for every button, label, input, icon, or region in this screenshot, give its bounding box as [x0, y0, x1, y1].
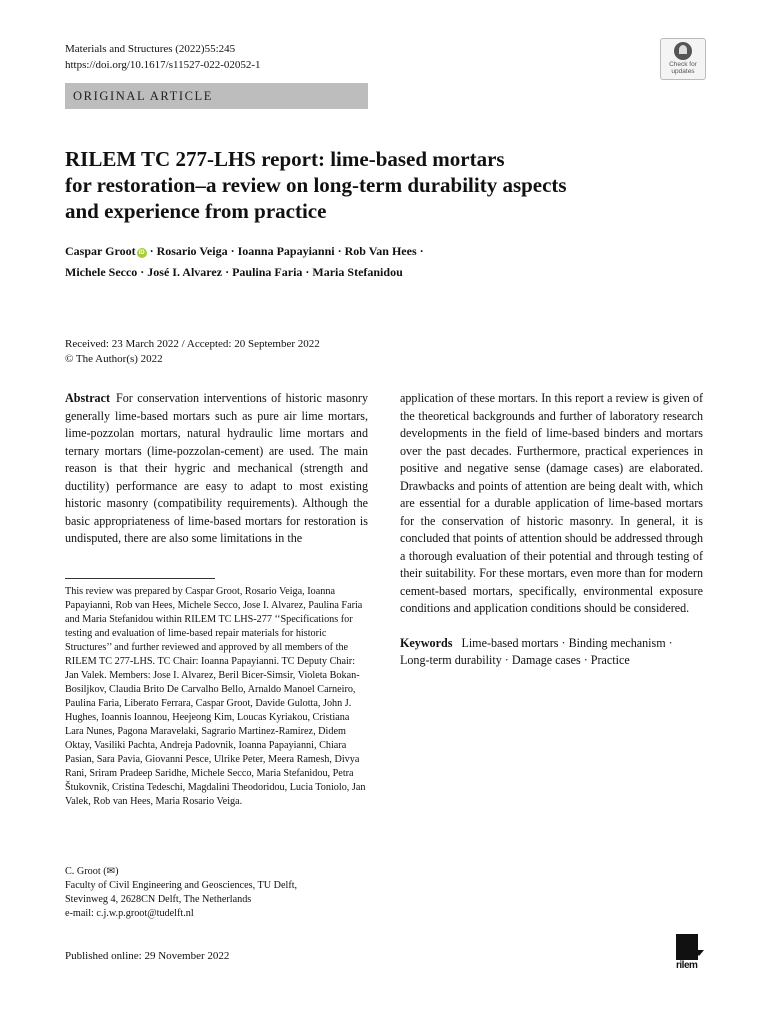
article-dates — [65, 337, 320, 367]
abstract-label: Abstract — [65, 391, 111, 405]
contact-affiliation: Faculty of Civil Engineering and Geosciences, TU Delft, — [65, 880, 298, 891]
keywords-text: Lime-based mortars · Binding mechanism · Long-term durability · Damage cases · Practice — [400, 635, 673, 667]
rilem-logo — [676, 934, 704, 972]
title-line-2: for restoration–a review on long-term durability aspects — [65, 173, 567, 197]
received-accepted: Received: 23 March 2022 / Accepted: 20 September 2022 — [65, 338, 320, 350]
title-line-3: and experience from practice — [65, 199, 327, 223]
title-line-1: RILEM TC 277-LHS report: lime-based mortars — [65, 147, 505, 171]
first-author[interactable]: Caspar Groot — [65, 244, 136, 258]
footnote-divider — [65, 578, 215, 579]
crossmark-label-1: Check for — [669, 61, 697, 68]
published-date: Published online: 29 November 2022 — [65, 950, 230, 962]
copyright: © The Author(s) 2022 — [65, 353, 163, 365]
crossmark-icon — [674, 42, 692, 60]
author-line-1-rest: · Rosario Veiga · Ioanna Papayianni · Rob Van Hees · — [149, 244, 424, 258]
article-title — [65, 146, 685, 224]
abstract-column-2 — [400, 390, 703, 670]
keywords-label: Keywords — [400, 635, 453, 650]
article-type: ORIGINAL ARTICLE — [73, 89, 213, 103]
journal-citation: Materials and Structures (2022)55:245 — [65, 43, 236, 55]
contact-name: C. Groot (✉) — [65, 866, 119, 877]
abstract-text-1: For conservation interventions of historic masonry generally lime-based mortars such as pure air lime mortars, lime-pozzolan mortars, natural hydraulic lime mortars and ternary mortars (lime-pozzolan-cement) are used. The main reason is that their hygric and mechanical (strength and ductility) performance are easy to adapt to most existing historic masonry (compatibility requirements). Although the basic appropriateness of lime-based mortars for restoration is undisputed, there are also some limitations in the — [65, 391, 368, 545]
author-line-1 — [65, 241, 705, 262]
rilem-wordmark: rilem — [676, 960, 698, 971]
keywords — [400, 635, 703, 670]
article-type-banner — [65, 83, 368, 109]
corresponding-author — [65, 865, 368, 921]
author-line-2: Michele Secco · José I. Alvarez · Paulina Faria · Maria Stefanidou — [65, 265, 403, 279]
footnote: This review was prepared by Caspar Groot, Rosario Veiga, Ioanna Papayianni, Rob van Hees, Michele Secco, Jose I. Alvarez, Paulina Faria and Maria Stefanidou within RILEM TC LHS-277 ‘‘Specifications for testing and evaluation of lime-based repair materials for historic Structures’’ and further reviewed and approved by all members of the RILEM TC 277-LHS. TC Chair: Ioanna Papayianni. TC Deputy Chair: Jan Valek. Members: Jose I. Alvarez, Beril Bicer-Simsir, Violeta Bokan-Bosiljkov, Claudia Brito De Carvalho Bello, Arnaldo Manoel Carneiro, Paulina Faria, Liberato Ferrara, Caspar Groot, Davide Gulotta, John J. Hughes, Ioannis Ioannou, Heejeong Kim, Loucas Kyriakou, Cristiana Lara Nunes, Pagona Maravelaki, Sagrario Martinez-Ramirez, Didem Oktay, Vasiliki Pachta, Andreja Padovnik, Ioanna Papayianni, Chiara Pasian, Sara Pavia, Giovanni Pesce, Ulrike Peter, Meera Ramesh, Divya Rani, Sriram Pradeep Saridhe, Michele Secco, Maria Stefanidou, Petra Štukovnik, Cristina Tedeschi, Magdalini Theodoridou, Lucia Toniolo, Jan Valek, Rob van Hees, Maria Rosario Veiga. — [65, 586, 366, 807]
contact-address: Stevinweg 4, 2628CN Delft, The Netherlands — [65, 894, 252, 905]
orcid-icon[interactable]: iD — [138, 250, 145, 256]
crossmark-label-2: updates — [671, 68, 695, 75]
journal-info — [65, 41, 261, 73]
doi-link[interactable]: https://doi.org/10.1617/s11527-022-02052-1 — [65, 59, 261, 71]
abstract-column-1 — [65, 390, 368, 548]
check-for-updates-badge[interactable] — [660, 38, 706, 80]
contact-email[interactable]: e-mail: c.j.w.p.groot@tudelft.nl — [65, 908, 194, 919]
author-list — [65, 241, 705, 283]
abstract-text-2: application of these mortars. In this report a review is given of the theoretical backgrounds and further of laboratory research developments in the field of lime-based binders and mortars over the past decades. Furthermore, practical experiences in positive and negative sense (damage cases) are elaborated. Drawbacks and points of attention are being dealt with, which are essential for a durable application of lime-based mortars for the conservation of historic masonry. In general, it is concluded that points of attention should be addressed through a thorough evaluation of their potential and through testing of their suitability. For these mortars, even more than for modern cement-based mortars, specifically, environmental exposure conditions and application conditions should be considered. — [400, 391, 703, 615]
